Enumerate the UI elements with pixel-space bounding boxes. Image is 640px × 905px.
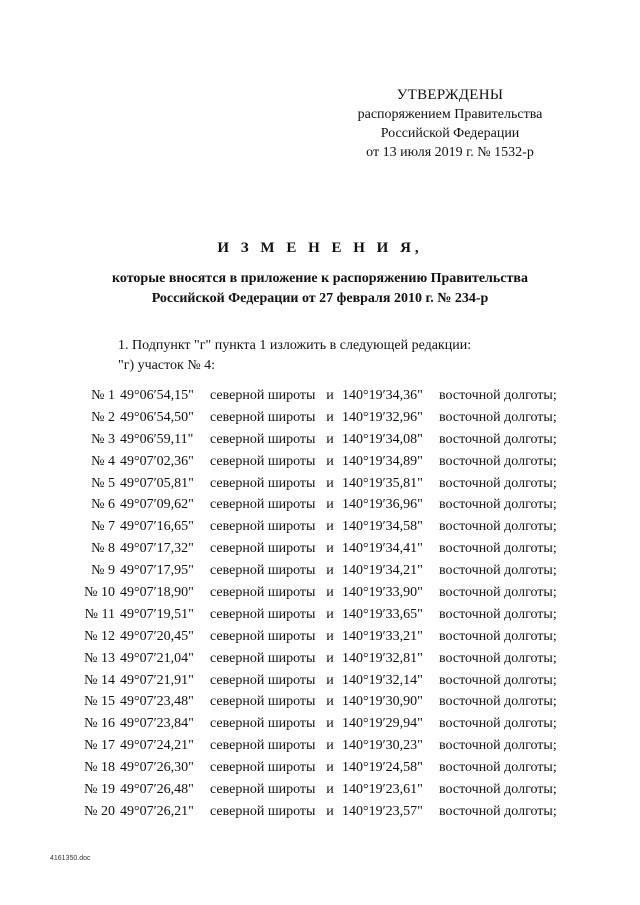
point-number: № 15 [84, 694, 115, 710]
longitude-label: восточной долготы; [439, 716, 557, 732]
latitude-label: северной широты [210, 563, 316, 579]
latitude-value: 49°07′02,36" [120, 453, 194, 469]
heading-subtitle-line-1: которые вносятся в приложение к распоряжению Правительства [112, 271, 528, 286]
latitude-label: северной широты [210, 803, 316, 819]
coordinate-row [80, 429, 569, 451]
longitude-label: восточной долготы; [439, 519, 557, 535]
coordinate-row [80, 538, 569, 560]
conjunction: и [326, 782, 334, 798]
approval-block [330, 86, 570, 162]
coordinate-row [80, 735, 569, 757]
latitude-label: северной широты [210, 519, 316, 535]
longitude-value: 140°19′34,36" [342, 388, 423, 403]
longitude-value: 140°19′29,94" [342, 716, 423, 732]
longitude-value: 140°19′34,89" [342, 453, 423, 469]
longitude-label: восточной долготы; [439, 760, 557, 776]
longitude-value: 140°19′33,21" [342, 628, 423, 644]
approval-line-2: Российской Федерации [380, 126, 520, 141]
latitude-label: северной широты [210, 782, 316, 798]
coordinates-list [80, 385, 569, 823]
point-number: № 7 [91, 519, 115, 535]
coordinate-row [80, 691, 569, 713]
longitude-value: 140°19′36,96" [342, 497, 423, 513]
coordinate-row [80, 451, 569, 473]
coordinate-row [80, 604, 569, 626]
point-number: № 18 [84, 760, 115, 776]
latitude-value: 49°06′59,11" [120, 431, 194, 447]
latitude-label: северной широты [210, 388, 316, 403]
point-number: № 16 [84, 716, 115, 732]
latitude-value: 49°07′24,21" [120, 738, 194, 754]
conjunction: и [326, 672, 334, 688]
latitude-label: северной широты [210, 672, 316, 688]
longitude-value: 140°19′24,58" [342, 760, 423, 776]
longitude-label: восточной долготы; [439, 803, 557, 819]
longitude-label: восточной долготы; [439, 541, 557, 557]
point-number: № 17 [84, 738, 115, 754]
conjunction: и [326, 803, 334, 819]
conjunction: и [326, 563, 334, 579]
conjunction: и [326, 519, 334, 535]
longitude-label: восточной долготы; [439, 650, 557, 666]
longitude-value: 140°19′32,96" [342, 409, 423, 425]
intro-paragraph [118, 336, 471, 376]
longitude-label: восточной долготы; [439, 497, 557, 513]
coordinate-row [80, 494, 569, 516]
conjunction: и [326, 694, 334, 710]
longitude-value: 140°19′32,81" [342, 650, 423, 666]
conjunction: и [326, 409, 334, 425]
coordinate-row [80, 582, 569, 604]
conjunction: и [326, 585, 334, 601]
latitude-label: северной широты [210, 716, 316, 732]
conjunction: и [326, 453, 334, 469]
conjunction: и [326, 628, 334, 644]
point-number: № 5 [91, 475, 115, 491]
longitude-label: восточной долготы; [439, 628, 557, 644]
longitude-label: восточной долготы; [439, 782, 557, 798]
longitude-label: восточной долготы; [439, 453, 557, 469]
heading-title: И З М Е Н Е Н И Я, [217, 240, 423, 256]
longitude-value: 140°19′33,65" [342, 606, 423, 622]
intro-line-2: "г) участок № 4: [118, 358, 216, 373]
latitude-value: 49°06′54,15" [120, 388, 194, 403]
coordinate-row [80, 670, 569, 692]
longitude-value: 140°19′35,81" [342, 475, 423, 491]
longitude-value: 140°19′23,57" [342, 803, 423, 819]
latitude-label: северной широты [210, 453, 316, 469]
coordinate-row [80, 385, 569, 407]
longitude-label: восточной долготы; [439, 475, 557, 491]
conjunction: и [326, 388, 334, 403]
point-number: № 19 [84, 782, 115, 798]
latitude-value: 49°07′26,21" [120, 803, 194, 819]
latitude-label: северной широты [210, 738, 316, 754]
point-number: № 13 [84, 650, 115, 666]
longitude-value: 140°19′33,90" [342, 585, 423, 601]
longitude-label: восточной долготы; [439, 672, 557, 688]
coordinate-row [80, 648, 569, 670]
longitude-value: 140°19′32,14" [342, 672, 423, 688]
longitude-value: 140°19′34,21" [342, 563, 423, 579]
latitude-value: 49°07′20,45" [120, 628, 194, 644]
point-number: № 9 [91, 563, 115, 579]
latitude-value: 49°07′21,91" [120, 672, 194, 688]
longitude-label: восточной долготы; [439, 694, 557, 710]
latitude-value: 49°07′18,90" [120, 585, 194, 601]
longitude-value: 140°19′34,58" [342, 519, 423, 535]
longitude-value: 140°19′34,41" [342, 541, 423, 557]
latitude-label: северной широты [210, 497, 316, 513]
point-number: № 1 [91, 388, 115, 403]
longitude-label: восточной долготы; [439, 388, 557, 403]
approval-line-1: распоряжением Правительства [357, 107, 543, 122]
longitude-label: восточной долготы; [439, 431, 557, 447]
conjunction: и [326, 606, 334, 622]
point-number: № 8 [91, 541, 115, 557]
point-number: № 12 [84, 628, 115, 644]
longitude-label: восточной долготы; [439, 563, 557, 579]
longitude-value: 140°19′34,08" [342, 431, 423, 447]
latitude-label: северной широты [210, 760, 316, 776]
latitude-label: северной широты [210, 606, 316, 622]
coordinate-row [80, 779, 569, 801]
latitude-value: 49°07′19,51" [120, 606, 194, 622]
point-number: № 6 [91, 497, 115, 513]
conjunction: и [326, 497, 334, 513]
point-number: № 4 [91, 453, 115, 469]
longitude-value: 140°19′23,61" [342, 782, 423, 798]
latitude-label: северной широты [210, 431, 316, 447]
intro-line-1: 1. Подпункт "г" пункта 1 изложить в следующей редакции: [118, 338, 472, 353]
document-heading [0, 240, 640, 309]
conjunction: и [326, 716, 334, 732]
conjunction: и [326, 650, 334, 666]
latitude-value: 49°06′54,50" [120, 409, 194, 425]
heading-subtitle-line-2: Российской Федерации от 27 февраля 2010 г. № 234-р [151, 291, 489, 306]
latitude-value: 49°07′16,65" [120, 519, 194, 535]
approval-line-3: от 13 июля 2019 г. № 1532-р [366, 145, 534, 160]
longitude-value: 140°19′30,90" [342, 694, 423, 710]
point-number: № 2 [91, 409, 115, 425]
coordinate-row [80, 407, 569, 429]
longitude-label: восточной долготы; [439, 585, 557, 601]
latitude-label: северной широты [210, 475, 316, 491]
coordinate-row [80, 560, 569, 582]
conjunction: и [326, 760, 334, 776]
latitude-value: 49°07′26,48" [120, 782, 194, 798]
point-number: № 10 [84, 585, 115, 601]
approval-title: УТВЕРЖДЕНЫ [396, 87, 504, 103]
latitude-label: северной широты [210, 628, 316, 644]
longitude-label: восточной долготы; [439, 606, 557, 622]
latitude-value: 49°07′21,04" [120, 650, 194, 666]
point-number: № 3 [91, 431, 115, 447]
conjunction: и [326, 541, 334, 557]
longitude-value: 140°19′30,23" [342, 738, 423, 754]
coordinate-row [80, 757, 569, 779]
conjunction: и [326, 738, 334, 754]
point-number: № 11 [84, 606, 115, 622]
coordinate-row [80, 626, 569, 648]
latitude-label: северной широты [210, 650, 316, 666]
latitude-value: 49°07′09,62" [120, 497, 194, 513]
latitude-value: 49°07′26,30" [120, 760, 194, 776]
coordinate-row [80, 713, 569, 735]
latitude-value: 49°07′23,48" [120, 694, 194, 710]
coordinate-row [80, 801, 569, 823]
latitude-value: 49°07′23,84" [120, 716, 194, 732]
latitude-label: северной широты [210, 409, 316, 425]
footer-filename: 4161350.doc [50, 855, 91, 862]
coordinate-row [80, 473, 569, 495]
longitude-label: восточной долготы; [439, 738, 557, 754]
latitude-value: 49°07′17,32" [120, 541, 194, 557]
latitude-value: 49°07′05,81" [120, 475, 194, 491]
point-number: № 14 [84, 672, 115, 688]
conjunction: и [326, 475, 334, 491]
latitude-label: северной широты [210, 694, 316, 710]
latitude-label: северной широты [210, 541, 316, 557]
latitude-label: северной широты [210, 585, 316, 601]
coordinate-row [80, 516, 569, 538]
point-number: № 20 [84, 803, 115, 819]
longitude-label: восточной долготы; [439, 409, 557, 425]
conjunction: и [326, 431, 334, 447]
latitude-value: 49°07′17,95" [120, 563, 194, 579]
